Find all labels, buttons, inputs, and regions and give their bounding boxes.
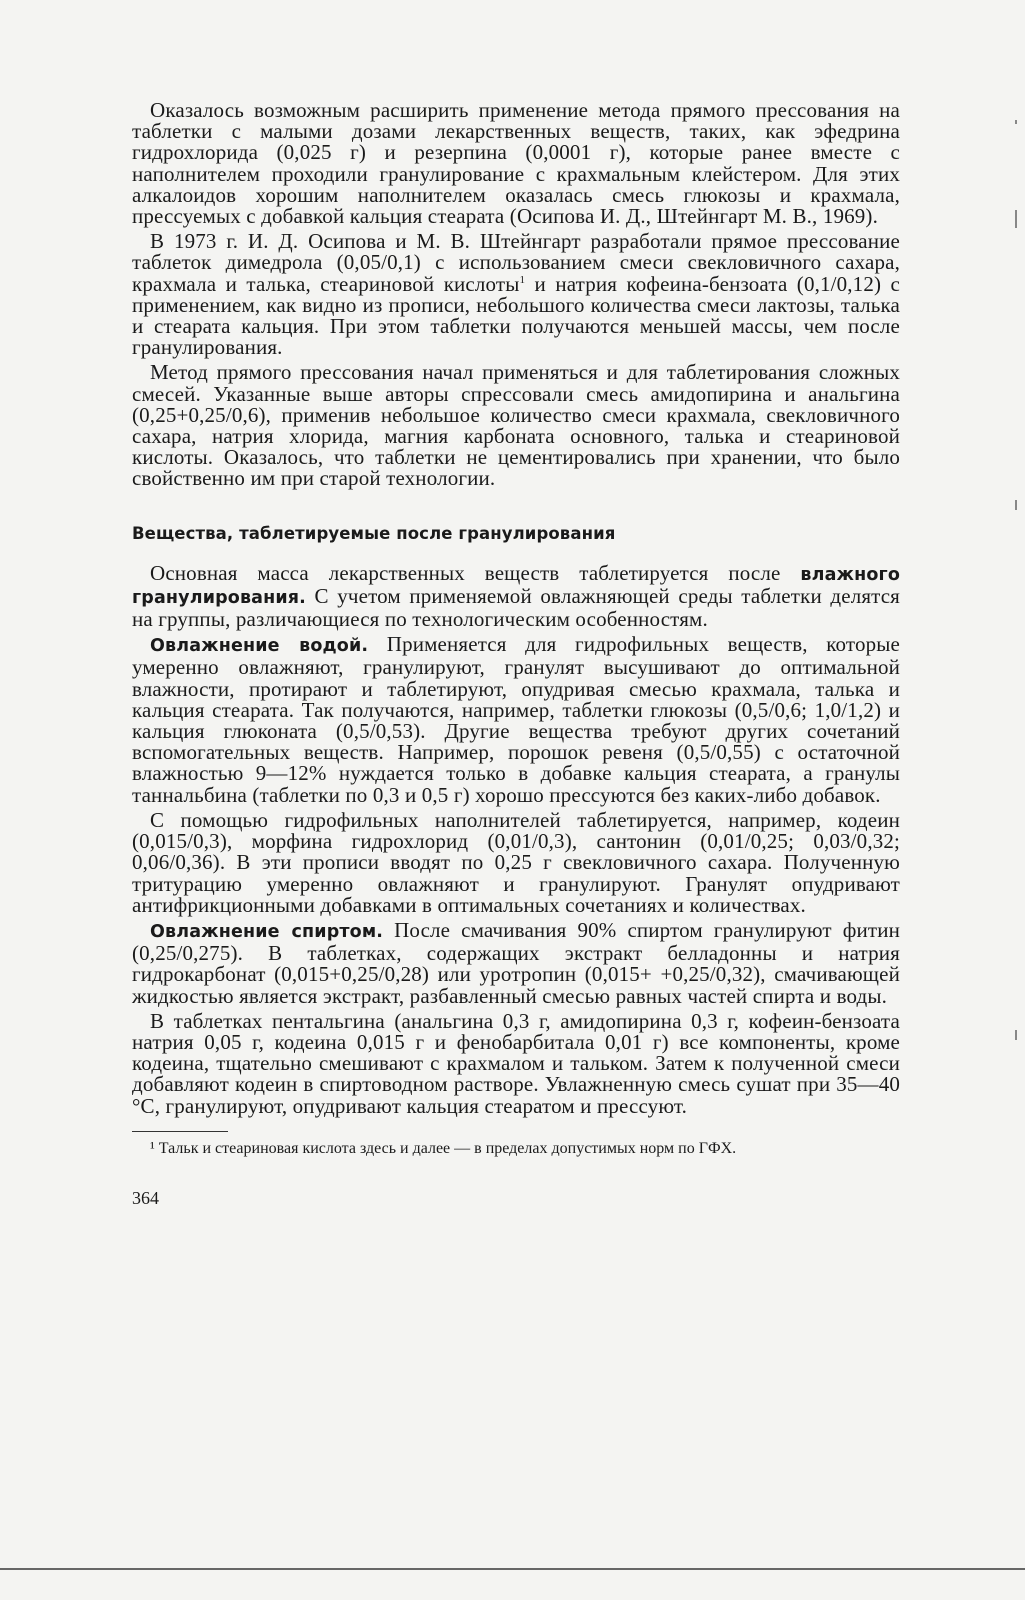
document-page [132,100,900,1209]
page-number: 364 [132,1187,159,1208]
footnote-ref: 1 [519,273,526,286]
footnote: ¹ Тальк и стеариновая кислота здесь и далее — в пределах допустимых норм по ГФХ. [150,1139,737,1157]
paragraph-dimedrol: В 1973 г. И. Д. Осипова и М. В. Штейнгарт разработали прямое прессование таблеток димедрола (0,05/0,1) с использованием смеси свекловичного сахара, крахмала и талька, стеариновой кислоты$^1$ и натрия кофеина-бензоата (0,1/0,12) с применением, как видно из прописи, небольшого количества смеси лактозы, талька и стеарата кальция. При этом таблетки получаются меньшей массы, чем после гранулирования. [132,229,900,360]
footnote-divider [132,1131,228,1132]
paragraph-hydrophilic-fillers: С помощью гидрофильных наполнителей таблетируется, например, кодеин (0,015/0,3), морфина гидрохлорид (0,01/0,3), сантонин (0,01/0,25; 0,03/0,32; 0,06/0,36). В эти прописи вводят по 0,25 г свекловичного сахара. Полученную тритурацию умеренно овлажняют и гранулируют. Гранулят опудривают антифрикционными добавками в оптимальных сочетаниях и количествах. [132,807,900,917]
paragraph-alcohol-moistening: Овлажнение спиртом. После смачивания 90% спиртом гранулируют фитин (0,25/0,275). В таблетках, содержащих экстракт белладонны и натрия гидрокарбонат (0,015+0,25/0,28) или уротропин (0,015+ +0,25/0,32), смачивающей жидкостью является экстракт, разбавленный смесью равных частей спирта и воды. [132,917,900,1008]
scan-bottom-edge [0,1568,1025,1570]
scan-edge-mark [1015,1030,1017,1040]
paragraph-direct-compression-low-dose: Оказалось возможным расширить применение метода прямого прессования на таблетки с малыми дозами лекарственных веществ, таких, как эфедрина гидрохлорида (0,025 г) и резерпина (0,0001 г), которые ранее вместе с наполнителем проходили гранулирование с крахмальным клейстером. Для этих алкалоидов хорошим наполнителем оказалась смесь глюкозы и крахмала, прессуемых с добавкой кальция стеарата (Осипова И. Д., Штейнгарт М. В., 1969). [132,98,900,229]
scan-edge-mark [1015,500,1017,510]
paragraph-intro: Основная масса лекарственных веществ таблетируется после влажного гранулирования. С учетом применяемой овлажняющей среды таблетки делятся на группы, различающиеся по технологическим особенностям. [132,560,900,632]
paragraph-water-moistening: Овлажнение водой. Применяется для гидрофильных веществ, которые умеренно овлажняют, гранулируют, гранулят высушивают до оптимальной влажности, протирают и таблетируют, опудривая смесью крахмала, талька и кальция стеарата. Так получаются, например, таблетки глюкозы (0,5/0,6; 1,0/1,2) и кальция глюконата (0,5/0,53). Другие вещества требуют других сочетаний вспомогательных веществ. Например, порошок ревеня (0,5/0,55) с остаточной влажностью 9—12% нуждается только в добавке кальция стеарата, а гранулы таннальбина (таблетки по 0,3 и 0,5 г) хорошо прессуются без каких-либо добавок. [132,632,900,807]
section-title: Вещества, таблетируемые после гранулирования [132,523,616,543]
scan-edge-mark [1015,210,1017,228]
scan-edge-mark [1015,120,1017,124]
paragraph-pentalgin: В таблетках пентальгина (анальгина 0,3 г, амидопирина 0,3 г, кофеин-бензоата натрия 0,05 г, кодеина 0,015 г и фенобарбитала 0,01 г) все компоненты, кроме кодеина, тщательно смешивают с крахмалом и тальком. Затем к полученной смеси добавляют кодеин в спиртоводном растворе. Увлажненную смесь сушат при 35—40 °С, гранулируют, опудривают кальция стеаратом и прессуют. [132,1008,900,1118]
paragraph-complex-mixtures: Метод прямого прессования начал применяться и для таблетирования сложных смесей. Указанные выше авторы спрессовали смесь амидопирина и анальгина (0,25+0,25/0,6), применив небольшое количество смеси крахмала, свекловичного сахара, натрия хлорида, магния карбоната основного, талька и стеариновой кислоты. Оказалось, что таблетки не цементировались при хранении, что было свойственно им при старой технологии. [132,360,900,491]
